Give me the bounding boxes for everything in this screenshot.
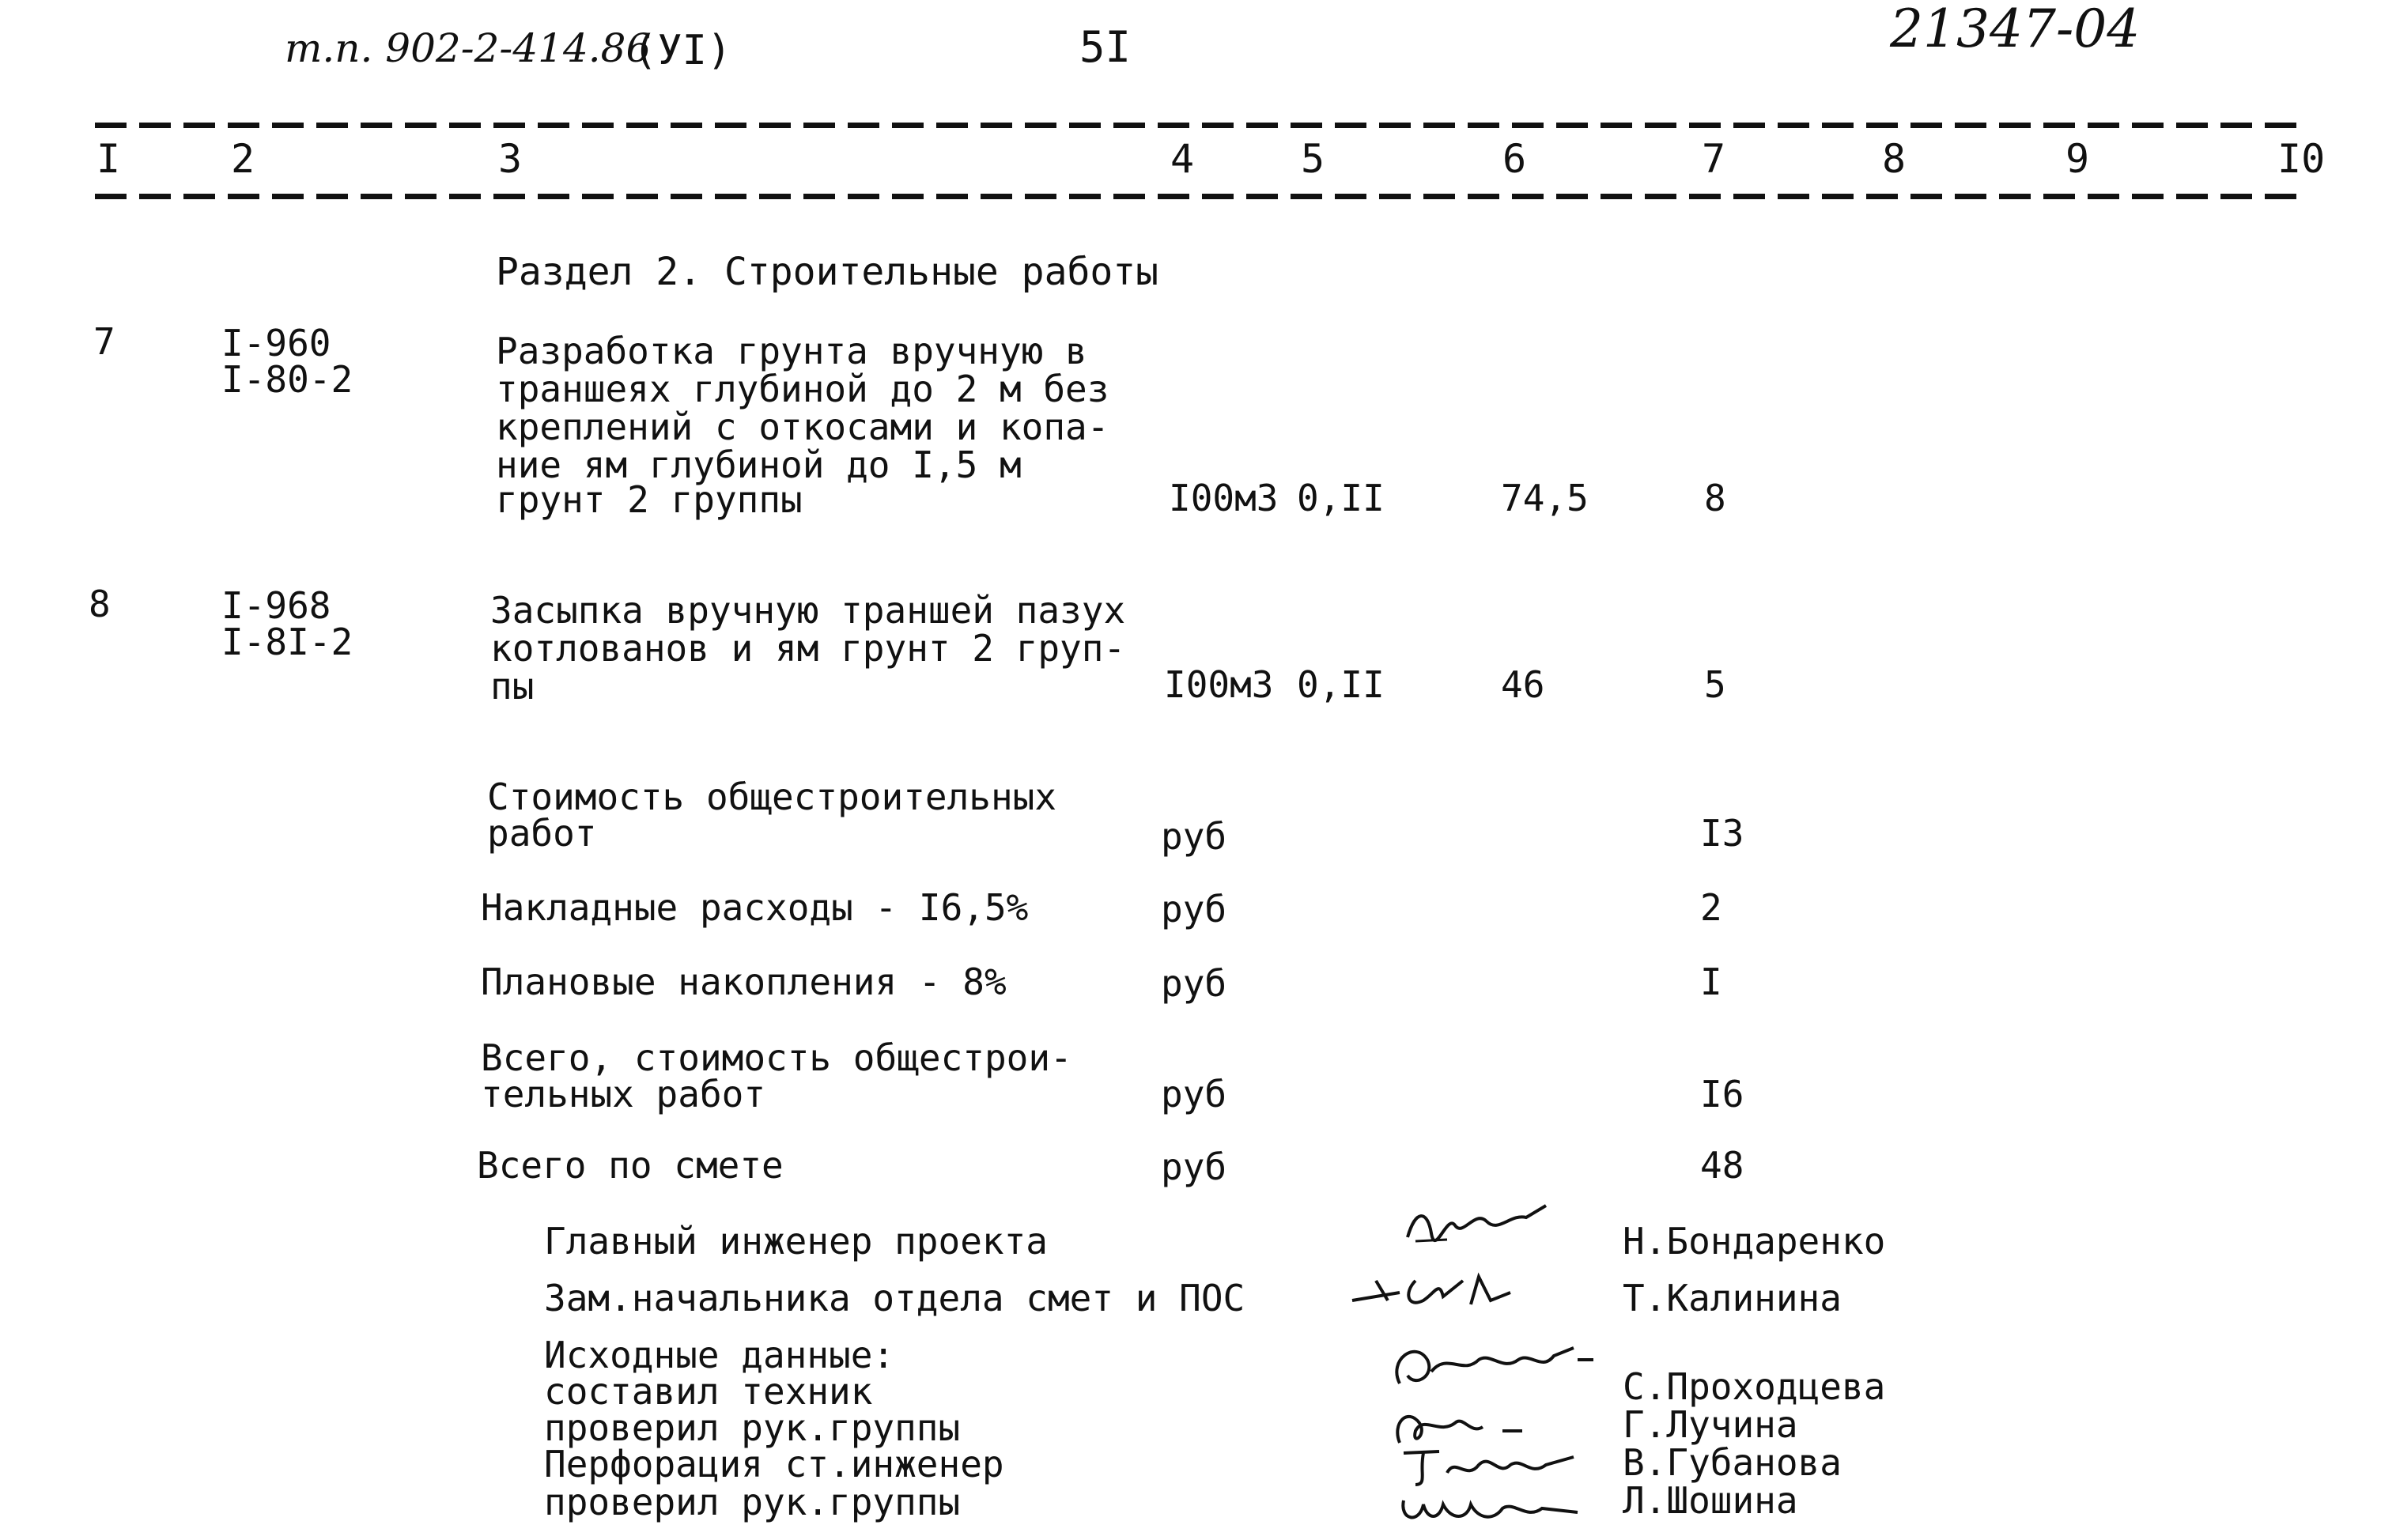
row-description-line: Засыпка вручную траншей пазух [490,589,1126,632]
signature-role: Перфорация ст.инженер [544,1443,1004,1485]
row-description-line: котлованов и ям грунт 2 груп- [490,627,1126,670]
row-code: I-80-2 [221,358,353,401]
column-header-1: I [96,136,121,182]
total-value: I [1700,961,1722,1003]
column-header-2: 2 [231,136,255,182]
signature-role: проверил рук.группы [544,1406,961,1449]
column-header-10: I0 [2277,136,2326,182]
row-description-line: пы [490,665,535,708]
total-value: 48 [1700,1144,1744,1187]
signature-role: Зам.начальника отдела смет и ПОС [544,1277,1245,1319]
page-number: 5I [1079,22,1132,72]
volume-label: (УI) [633,27,732,74]
total-label: Плановые накопления - 8% [481,961,1007,1003]
handwritten-signature [1400,1202,1558,1257]
total-label: работ [487,812,597,855]
signature-role: Главный инженер проекта [544,1220,1048,1263]
total-label: Накладные расходы - I6,5% [481,886,1029,929]
column-header-9: 9 [2065,136,2090,182]
total-value: I3 [1700,812,1744,855]
signature-name: Т.Калинина [1623,1277,1842,1319]
total-value: 2 [1700,886,1722,929]
total-label: Стоимость общестроительных [487,776,1057,818]
signature-name: Л.Шошина [1623,1479,1798,1522]
total-label: тельных работ [481,1073,766,1115]
row-description-line: креплений с откосами и копа- [496,406,1109,448]
column-header-5: 5 [1301,136,1325,182]
header-top-rule [95,123,2309,128]
row-description-line: Разработка грунта вручную в [496,330,1087,372]
total-unit: руб [1161,1073,1227,1115]
source-data-title: Исходные данные: [544,1334,895,1376]
doc-reference: т.п. 902-2-414.86 [285,25,652,71]
archive-number: 21347-04 [1890,0,2141,59]
row-code: I-8I-2 [221,621,353,663]
signature-role: проверил рук.группы [544,1481,961,1523]
column-header-7: 7 [1702,136,1726,182]
row-cost: 8 [1704,477,1726,519]
column-header-3: 3 [498,136,523,182]
row-price: 74,5 [1501,477,1589,519]
signature-name: С.Проходцева [1623,1365,1886,1408]
total-value: I6 [1700,1073,1744,1115]
row-description-line: траншеях глубиной до 2 м без [496,368,1109,410]
column-header-8: 8 [1882,136,1907,182]
row-number: 7 [93,320,115,363]
handwritten-signature [1344,1265,1550,1320]
row-unit: I00м3 [1164,663,1274,706]
row-code: I-960 [221,322,331,364]
row-code: I-968 [221,584,331,627]
handwritten-signature [1392,1477,1597,1532]
total-unit: руб [1161,888,1227,930]
row-number: 8 [89,583,111,625]
signature-name: Н.Бондаренко [1623,1220,1886,1263]
row-description-line: ние ям глубиной до I,5 м [496,444,1022,486]
header-bottom-rule [95,194,2309,199]
total-unit: руб [1161,1146,1227,1188]
signature-role: составил техник [544,1370,873,1413]
row-description-line: грунт 2 группы [496,478,803,521]
total-label: Всего, стоимость общестрои- [481,1036,1072,1079]
row-price: 46 [1501,663,1545,706]
total-label: Всего по смете [477,1144,784,1187]
column-header-4: 4 [1170,136,1195,182]
row-unit: I00м3 [1169,477,1279,519]
row-quantity: 0,II [1297,477,1385,519]
row-cost: 5 [1704,663,1726,706]
signature-name: Г.Лучина [1623,1403,1798,1446]
total-unit: руб [1161,815,1227,858]
section-title: Раздел 2. Строительные работы [496,250,1159,294]
signature-name: В.Губанова [1623,1441,1842,1484]
handwritten-signature [1384,1336,1605,1399]
row-quantity: 0,II [1297,663,1385,706]
total-unit: руб [1161,962,1227,1005]
column-header-6: 6 [1502,136,1527,182]
